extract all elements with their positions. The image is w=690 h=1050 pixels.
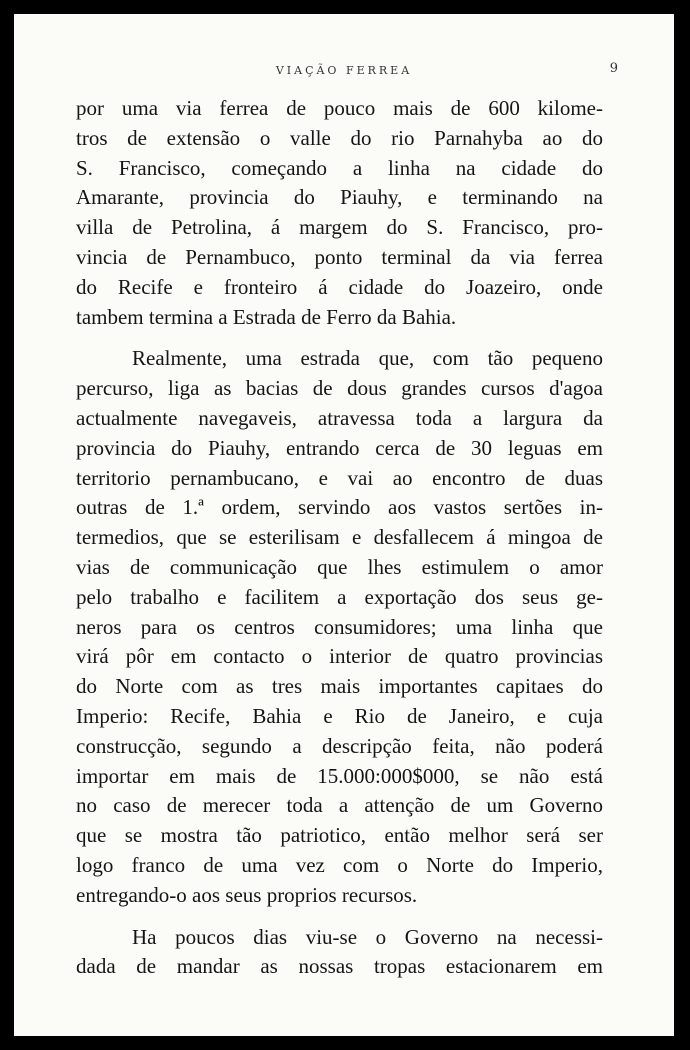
text-line: dada de mandar as nossas tropas estacionarem em	[76, 954, 603, 979]
running-head: VIAÇÃO FERREA	[275, 64, 413, 77]
text-line: importar em mais de 15.000:000$000, se não está	[76, 763, 603, 788]
paragraph-3	[76, 923, 603, 983]
text-line: entregando-o aos seus proprios recursos.	[76, 882, 418, 907]
text-line: do Norte com as tres mais importantes capitaes do	[76, 674, 603, 699]
text-line: villa de Petrolina, á margem do S. Francisco, pro-	[76, 215, 603, 240]
text-line: actualmente navegaveis, atravessa toda a largura da	[76, 405, 603, 430]
text-line: outras de 1.ª ordem, servindo aos vastos sertões in-	[76, 495, 603, 520]
text-line: provincia do Piauhy, entrando cerca de 30 leguas em	[76, 435, 603, 460]
text-line: Ha poucos dias viu-se o Governo na necessi-	[132, 924, 603, 949]
paragraph-1	[76, 94, 603, 332]
text-line: Realmente, uma estrada que, com tão pequeno	[132, 346, 603, 371]
paragraph-2	[76, 344, 603, 910]
text-line: Imperio: Recife, Bahia e Rio de Janeiro, e cuja	[76, 703, 603, 728]
book-page	[14, 14, 674, 1036]
text-line: virá pôr em contacto o interior de quatro provincias	[76, 644, 603, 669]
text-line: vincia de Pernambuco, ponto terminal da via ferrea	[76, 244, 603, 269]
text-line: percurso, liga as bacias de dous grandes cursos d'agoa	[76, 376, 603, 401]
text-line: logo franco de uma vez com o Norte do Imperio,	[76, 852, 603, 877]
text-line: territorio pernambucano, e vai ao encontro de duas	[76, 465, 603, 490]
text-line: do Recife e fronteiro á cidade do Joazeiro, onde	[76, 274, 603, 299]
text-line: Amarante, provincia do Piauhy, e terminando na	[76, 185, 603, 210]
text-line: que se mostra tão patriotico, então melhor será ser	[76, 823, 603, 848]
text-line: por uma via ferrea de pouco mais de 600 kilome-	[76, 96, 603, 120]
text-line: S. Francisco, começando a linha na cidade do	[76, 155, 603, 180]
text-line: no caso de merecer toda a attenção de um Governo	[76, 793, 603, 818]
text-line: neros para os centros consumidores; uma linha que	[76, 614, 603, 639]
page-number: 9	[609, 61, 618, 76]
text-line: pelo trabalho e facilitem a exportação dos seus ge-	[76, 584, 603, 609]
text-line: tros de extensão o valle do rio Parnahyba ao do	[76, 125, 603, 150]
body-text	[76, 94, 603, 982]
text-line: vias de communicação que lhes estimulem o amor	[76, 554, 603, 579]
text-line: tambem termina a Estrada de Ferro da Bahia.	[76, 304, 457, 329]
text-line: construcção, segundo a descripção feita, não poderá	[76, 733, 603, 758]
text-line: termedios, que se esterilisam e desfallecem á mingoa de	[76, 525, 603, 550]
